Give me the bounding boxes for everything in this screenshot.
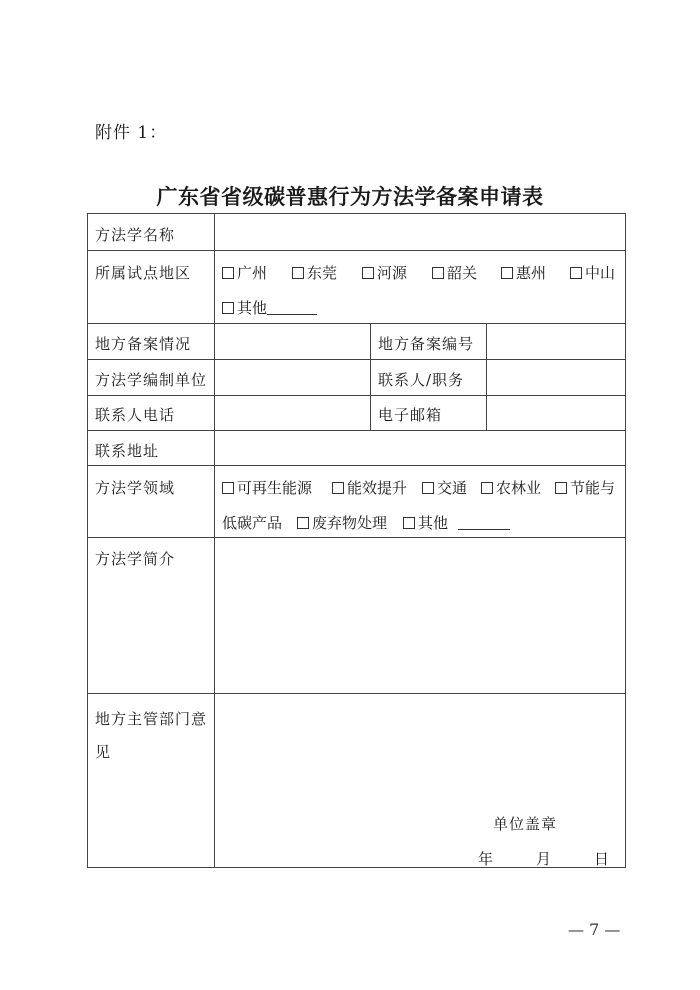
methodology-name-label: 方法学名称 bbox=[95, 226, 176, 244]
checkbox-icon[interactable] bbox=[570, 267, 582, 279]
region-option-dongguan[interactable]: 东莞 bbox=[292, 262, 337, 283]
column-divider bbox=[370, 323, 371, 430]
checkbox-icon[interactable] bbox=[222, 267, 234, 279]
day-label: 日 bbox=[594, 850, 611, 868]
authority-opinion-label: 地方主管部门意 bbox=[95, 710, 208, 728]
contact-position-label: 联系人/职务 bbox=[378, 371, 465, 389]
field-option-other[interactable]: 其他 bbox=[403, 512, 510, 533]
region-option-other[interactable]: 其他 bbox=[222, 297, 317, 318]
contact-address-label: 联系地址 bbox=[95, 442, 160, 460]
checkbox-icon[interactable] bbox=[403, 517, 415, 529]
methodology-intro-label: 方法学简介 bbox=[95, 550, 176, 568]
local-filing-status-label: 地方备案情况 bbox=[95, 335, 192, 353]
checkbox-icon[interactable] bbox=[297, 517, 309, 529]
region-option-shaoguan[interactable]: 韶关 bbox=[432, 262, 477, 283]
contact-phone-label: 联系人电话 bbox=[95, 406, 176, 424]
checkbox-icon[interactable] bbox=[422, 482, 434, 494]
field-option-energy-saving[interactable]: 节能与 bbox=[555, 477, 615, 498]
other-field-blank[interactable] bbox=[458, 515, 510, 530]
checkbox-icon[interactable] bbox=[332, 482, 344, 494]
row-divider bbox=[87, 395, 626, 396]
unit-stamp-label: 单位盖章 bbox=[493, 815, 558, 833]
field-option-waste[interactable]: 废弃物处理 bbox=[297, 512, 387, 533]
checkbox-icon[interactable] bbox=[432, 267, 444, 279]
authority-opinion-label-cont: 见 bbox=[95, 743, 112, 761]
region-option-guangzhou[interactable]: 广州 bbox=[222, 262, 267, 283]
local-filing-number-label: 地方备案编号 bbox=[378, 335, 475, 353]
region-option-huizhou[interactable]: 惠州 bbox=[501, 262, 546, 283]
row-divider bbox=[87, 250, 626, 251]
checkbox-icon[interactable] bbox=[555, 482, 567, 494]
row-divider bbox=[87, 430, 626, 431]
email-label: 电子邮箱 bbox=[378, 406, 443, 424]
column-divider bbox=[214, 213, 215, 868]
field-option-transport[interactable]: 交通 bbox=[422, 477, 467, 498]
other-region-blank[interactable] bbox=[267, 300, 317, 315]
attachment-label: 附件 1： bbox=[95, 123, 168, 143]
form-title: 广东省省级碳普惠行为方法学备案申请表 bbox=[156, 185, 544, 209]
page-number: — 7 — bbox=[568, 920, 621, 939]
row-divider bbox=[87, 465, 626, 466]
year-label: 年 bbox=[478, 850, 495, 868]
field-option-efficiency[interactable]: 能效提升 bbox=[332, 477, 407, 498]
field-option-agroforestry[interactable]: 农林业 bbox=[481, 477, 541, 498]
row-divider bbox=[87, 693, 626, 694]
methodology-field-label: 方法学领域 bbox=[95, 479, 176, 497]
application-form-table bbox=[87, 213, 626, 868]
checkbox-icon[interactable] bbox=[481, 482, 493, 494]
column-divider bbox=[486, 323, 487, 430]
checkbox-icon[interactable] bbox=[222, 302, 234, 314]
checkbox-icon[interactable] bbox=[501, 267, 513, 279]
field-option-renewable[interactable]: 可再生能源 bbox=[222, 477, 312, 498]
row-divider bbox=[87, 359, 626, 360]
field-option-low-carbon-product: 低碳产品 bbox=[222, 514, 283, 532]
pilot-region-label: 所属试点地区 bbox=[95, 264, 192, 282]
region-option-heyuan[interactable]: 河源 bbox=[362, 262, 407, 283]
row-divider bbox=[87, 537, 626, 538]
checkbox-icon[interactable] bbox=[292, 267, 304, 279]
row-divider bbox=[87, 323, 626, 324]
compiling-unit-label: 方法学编制单位 bbox=[95, 371, 208, 389]
checkbox-icon[interactable] bbox=[222, 482, 234, 494]
region-option-zhongshan[interactable]: 中山 bbox=[570, 262, 615, 283]
month-label: 月 bbox=[536, 850, 553, 868]
checkbox-icon[interactable] bbox=[362, 267, 374, 279]
